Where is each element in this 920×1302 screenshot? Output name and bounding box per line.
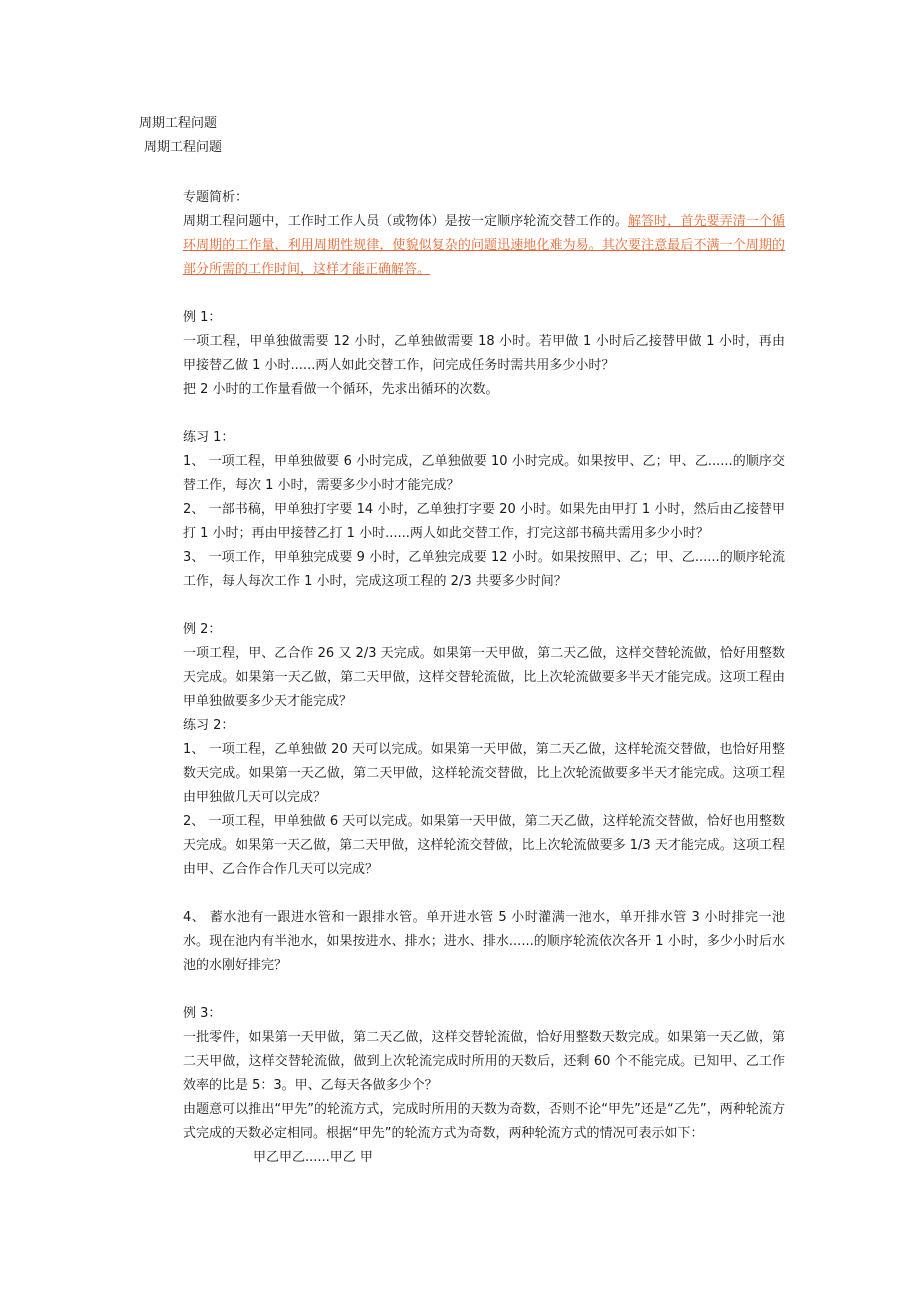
- intro-text: 周期工程问题中，工作时工作人员（或物体）是按一定顺序轮流交替工作的。: [183, 214, 628, 229]
- document-body: [183, 186, 785, 1170]
- document-subtitle: 周期工程问题: [144, 140, 223, 155]
- spacer: [183, 882, 785, 906]
- intro-heading: 专题简析：: [183, 190, 249, 205]
- spacer: [183, 978, 785, 1002]
- spacer: [183, 282, 785, 306]
- example-3-problem: 一批零件，如果第一天甲做，第二天乙做，这样交替轮流做，恰好用整数天数完成。如果第一天乙做，第二天甲做，这样交替轮流做，做到上次轮流完成时所用的天数后，还剩 60 个不能完成。已知甲、乙工作效率的比是 5：3。甲、乙每天各做多少个？: [183, 1030, 785, 1093]
- example-2-problem: 一项工程，甲、乙合作 26 又 2/3 天完成。如果第一天甲做，第二天乙做，这样交替轮流做，恰好用整数天完成。如果第一天乙做，第二天甲做，这样交替轮流做，比上次轮流做要多半天才能完成。这项工程由甲单独做要多少天才能完成？: [183, 646, 785, 709]
- practice-2-item: 1、 一项工程，乙单独做 20 天可以完成。如果第一天甲做，第二天乙做，这样轮流交替做，也恰好用整数天完成。如果第一天乙做，第二天甲做，这样轮流交替做，比上次轮流做要多半天才能完成。这项工程由甲独做几天可以完成？: [183, 742, 785, 805]
- intro-paragraph: [183, 210, 785, 282]
- document-title: 周期工程问题: [139, 116, 218, 131]
- problem-4: 4、 蓄水池有一跟进水管和一跟排水管。单开进水管 5 小时灌满一池水，单开排水管 3 小时排完一池水。现在池内有半池水，如果按进水、排水；进水、排水......的顺序轮流依次各开 1 小时，多少小时后水池的水刚好排完？: [183, 910, 785, 973]
- practice-2-heading: 练习 2：: [183, 718, 235, 733]
- practice-1-item: 1、 一项工程，甲单独做要 6 小时完成，乙单独做要 10 小时完成。如果按甲、乙；甲、乙......的顺序交替工作，每次 1 小时，需要多少小时才能完成？: [183, 454, 785, 493]
- practice-1-heading: 练习 1：: [183, 430, 235, 445]
- example-3-analysis: 由题意可以推出“甲先”的轮流方式，完成时所用的天数为奇数，否则不论“甲先”还是“乙先”，两种轮流方式完成的天数必定相同。根据“甲先”的轮流方式为奇数，两种轮流方式的情况可表示如下：: [183, 1102, 785, 1141]
- example-1-problem: 一项工程，甲单独做需要 12 小时，乙单独做需要 18 小时。若甲做 1 小时后乙接替甲做 1 小时，再由甲接替乙做 1 小时......两人如此交替工作，问完成任务时需共用多少小时？: [183, 334, 785, 373]
- spacer: [183, 594, 785, 618]
- example-2-heading: 例 2：: [183, 622, 222, 637]
- practice-1-item: 3、 一项工作，甲单独完成要 9 小时，乙单独完成要 12 小时。如果按照甲、乙；甲、乙......的顺序轮流工作，每人每次工作 1 小时，完成这项工程的 2/3 共要多少时间？: [183, 550, 785, 589]
- practice-1-item: 2、 一部书稿，甲单独打字要 14 小时，乙单独打字要 20 小时。如果先由甲打 1 小时，然后由乙接替甲打 1 小时；再由甲接替乙打 1 小时......两人如此交替工作，打完这部书稿共需用多少小时？: [183, 502, 785, 541]
- example-3-heading: 例 3：: [183, 1006, 222, 1021]
- spacer: [183, 402, 785, 426]
- example-1-hint: 把 2 小时的工作量看做一个循环，先求出循环的次数。: [183, 382, 499, 397]
- practice-2-item: 2、 一项工程，甲单独做 6 天可以完成。如果第一天甲做，第二天乙做，这样轮流交替做，恰好也用整数天完成。如果第一天乙做，第二天甲做，这样轮流交替做，比上次轮流做要多 1/3 天才能完成。这项工程由甲、乙合作合作几天可以完成？: [183, 814, 785, 877]
- intro-highlight-text: 解答时，首先要弄清一个循环周期的工作量，利用周期性规律，使貌似复杂的问题迅速地化难为易。其次要注意最后不满一个周期的部分所需的工作时间，这样才能正确解答。: [183, 214, 785, 277]
- example-3-sequence: 甲乙甲乙......甲乙 甲: [253, 1150, 373, 1165]
- example-1-heading: 例 1：: [183, 310, 222, 325]
